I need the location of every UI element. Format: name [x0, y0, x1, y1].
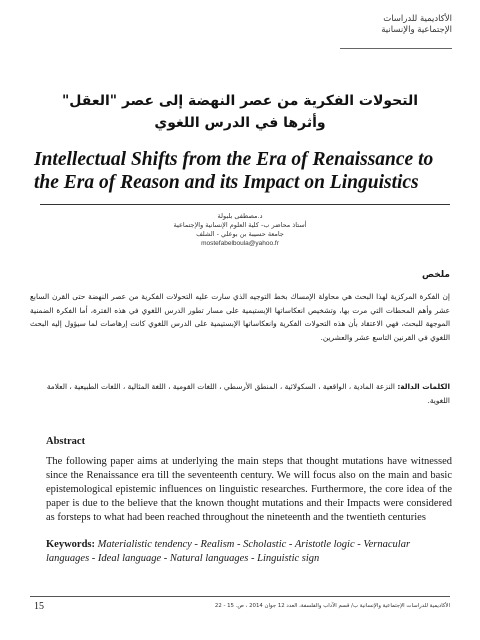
author-block	[140, 212, 340, 248]
english-abstract-heading: Abstract	[46, 436, 86, 447]
author-name: د.مصطفى بلبولة	[217, 212, 263, 220]
english-keywords-list: Materialistic tendency - Realism - Scholastic - Aristotle logic - Vernacular languages - Ideal language - Natural languages - Linguistic sign	[46, 539, 411, 564]
arabic-title	[40, 90, 440, 134]
arabic-keywords	[30, 380, 450, 407]
journal-divider	[340, 48, 452, 49]
page-number: 15	[34, 601, 44, 612]
arabic-keywords-label: الكلمات الدالة:	[397, 382, 450, 391]
author-university: جامعة حسيبة بن بوعلي - الشلف	[196, 230, 284, 238]
english-title-line1: Intellectual Shifts from the Era of Renaissance to	[34, 149, 434, 170]
author-affiliation: أستاذ محاضر ب- كلية العلوم الإنسانية والإجتماعية	[173, 221, 307, 229]
arabic-keywords-list: النزعة المادية ، الواقعية ، السكولائية ، المنطق الأرسطي ، اللغات القومية ، اللغة المثالية ، اللغات الطبيعية ، العلامة اللغوية.	[46, 382, 450, 405]
english-keywords-label: Keywords:	[46, 539, 95, 550]
author-email[interactable]: mostefabelboula@yahoo.fr	[201, 240, 279, 247]
arabic-title-line2: وأثرها في الدرس اللغوي	[154, 115, 326, 131]
footer-reference: الأكاديمية للدراسات الإجتماعية والإنسانية ب/ قسم الآداب والفلسفة، العدد 12 جوان 2014 ، ص. 15 - 22	[214, 603, 450, 609]
arabic-abstract-heading: ملخص	[421, 270, 450, 280]
arabic-abstract-text: إن الفكرة المركزية لهذا البحث هي محاولة الإمساك بخط التوجيه الذي سارت عليه التحولات الفكرية من عصر النهضة حتى القرن السابع عشر وأهم المحطات التي مرت بها، وتشخيص انعكاساتها الإبستيمية على مسار تطور الدرس اللغوي في هذه الفترة، أما الفكرة الضمنية الموجهة للبحث، فهي الاعتقاد بأن هذه التحولات الفكرية وانعكاساتها الإبستيمية على الدرس اللغوي كانت إرهاصات لما سيؤول إليه البحث اللغوي في القرنين التاسع عشر والعشرين.	[30, 292, 450, 342]
english-title-line2: the Era of Reason and its Impact on Linguistics	[34, 172, 419, 193]
journal-name-line1: الأكاديمية للدراسات	[383, 14, 452, 24]
footer-divider	[30, 596, 450, 597]
arabic-title-line1: التحولات الفكرية من عصر النهضة إلى عصر "العقل"	[61, 93, 418, 109]
journal-name	[302, 14, 452, 36]
english-keywords	[46, 538, 440, 566]
journal-name-line2: الإجتماعية والإنسانية	[381, 25, 452, 35]
english-title	[34, 148, 450, 194]
english-abstract-text: The following paper aims at underlying the main steps that thought mutations have witnessed since the Renaissance era till the seventeenth century. We will focus also on the main and basic epistemological epistemic influences on linguistic researches. Furthermore, the core idea of the paper is due to the believe that the known thought mutations and their Impacts were considered as forsteps to what had been reached throughout the nineteenth and the twentieth centuries	[46, 456, 452, 523]
title-divider	[40, 204, 450, 205]
